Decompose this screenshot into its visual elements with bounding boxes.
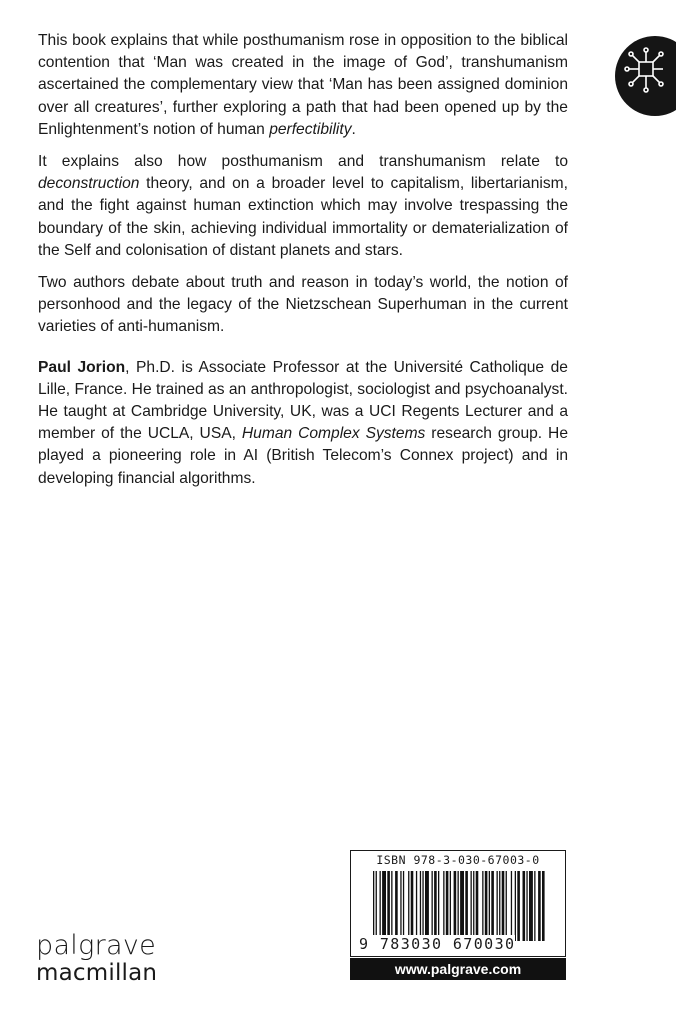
barcode-bar	[416, 871, 417, 941]
barcode-bar	[471, 871, 472, 941]
isbn-label: ISBN 978-3-030-67003-0	[376, 853, 540, 867]
barcode-bar	[391, 871, 392, 941]
barcode-bar	[446, 871, 449, 941]
barcode-bar	[538, 871, 541, 941]
back-cover-text	[38, 30, 568, 500]
author-bio-end: research group. He played a pioneering role in AI (British Telecom’s Connex project) and in developing financial algorithms.	[38, 425, 568, 487]
barcode-bar	[395, 871, 398, 941]
barcode-bar	[506, 871, 507, 941]
barcode-bar	[400, 871, 401, 941]
blurb-p1-italic: perfectibility	[269, 120, 352, 138]
barcode-bar	[476, 871, 479, 941]
barcode-bar	[526, 871, 527, 941]
barcode-bar	[422, 871, 423, 941]
barcode-bar	[458, 871, 459, 941]
barcode-bar	[387, 871, 390, 941]
barcode-bar	[523, 871, 526, 941]
barcode-bar	[420, 871, 421, 941]
barcode-image	[371, 871, 547, 945]
barcode-bar	[425, 871, 429, 941]
publisher-logo	[36, 932, 157, 986]
barcode-bar	[511, 871, 512, 941]
blurb-paragraph-3: Two authors debate about truth and reason in today’s world, the notion of personhood and the legacy of the Nietzschean Superhuman in the current varieties of anti-humanism.	[38, 274, 568, 336]
barcode-bar	[450, 871, 451, 941]
barcode-bar	[497, 871, 498, 941]
barcode-bar	[376, 871, 377, 941]
publisher-name-line1: palgrave	[36, 930, 157, 961]
barcode-bar	[454, 871, 457, 941]
author-name: Paul Jorion	[38, 358, 126, 376]
barcode-bar	[515, 871, 516, 941]
barcode-bar	[460, 871, 464, 941]
barcode-bar	[473, 871, 474, 941]
barcode-bar	[403, 871, 404, 941]
blurb-p2-end: theory, and on a broader level to capitalism, libertarianism, and the fight against human extinction which may involve trespassing the boundary of the skin, achieving individual immortality or dematerialization of the Self and colonisation of distant planets and stars.	[38, 175, 568, 259]
barcode-bar	[482, 871, 483, 941]
barcode-bar	[499, 871, 500, 941]
barcode-bar	[489, 871, 490, 941]
blurb-p1-text: This book explains that while posthumanism rose in opposition to the biblical contention that ‘Man was created in the image of God’, transhumanism ascertained the complementary view that ‘Man has been assigned dominion over all creatures’, further exploring a path that had been opened up by the Enlightenment’s notion of human	[38, 32, 568, 138]
blurb-p2-italic: deconstruction	[38, 175, 140, 193]
barcode-bar	[542, 871, 545, 941]
publisher-website[interactable]: www.palgrave.com	[350, 958, 566, 980]
network-nodes-icon	[615, 36, 676, 116]
author-bio-text: , Ph.D. is Associate Professor at the Université Catholique de Lille, France. He trained as an anthropologist, sociologist and psychoanalyst. He taught at Cambridge University, UK, was a UCI Regents Lecturer and a member of the UCLA, USA,	[38, 358, 568, 443]
author-bio-italic: Human Complex Systems	[241, 425, 426, 443]
barcode-bar	[382, 871, 386, 941]
barcode-digits	[359, 935, 559, 953]
barcode-bar	[491, 871, 494, 941]
barcode-bar	[434, 871, 437, 941]
blurb-paragraph-1	[38, 30, 568, 141]
barcode-bar	[485, 871, 488, 941]
author-bio	[38, 357, 568, 490]
barcode-bar	[380, 871, 381, 941]
barcode-bar	[408, 871, 409, 941]
publisher-name-line2: macmillan	[36, 960, 158, 986]
barcode-bar	[517, 871, 520, 941]
barcode-bar	[438, 871, 439, 941]
barcode-box	[350, 850, 566, 957]
barcode-bar	[465, 871, 468, 941]
barcode-bar	[534, 871, 535, 941]
barcode-bar	[502, 871, 505, 941]
blurb-p2-text: It explains also how posthumanism and transhumanism relate to	[38, 153, 568, 171]
blurb-p1-end: .	[351, 120, 356, 138]
barcode-bar	[443, 871, 444, 941]
barcode-bar	[529, 871, 533, 941]
barcode-bar	[373, 871, 374, 941]
barcode-bar	[432, 871, 433, 941]
barcode-bar	[411, 871, 414, 941]
blurb-paragraph-2	[38, 151, 568, 262]
barcode-digits-text: 9 783030 670030	[359, 935, 516, 953]
